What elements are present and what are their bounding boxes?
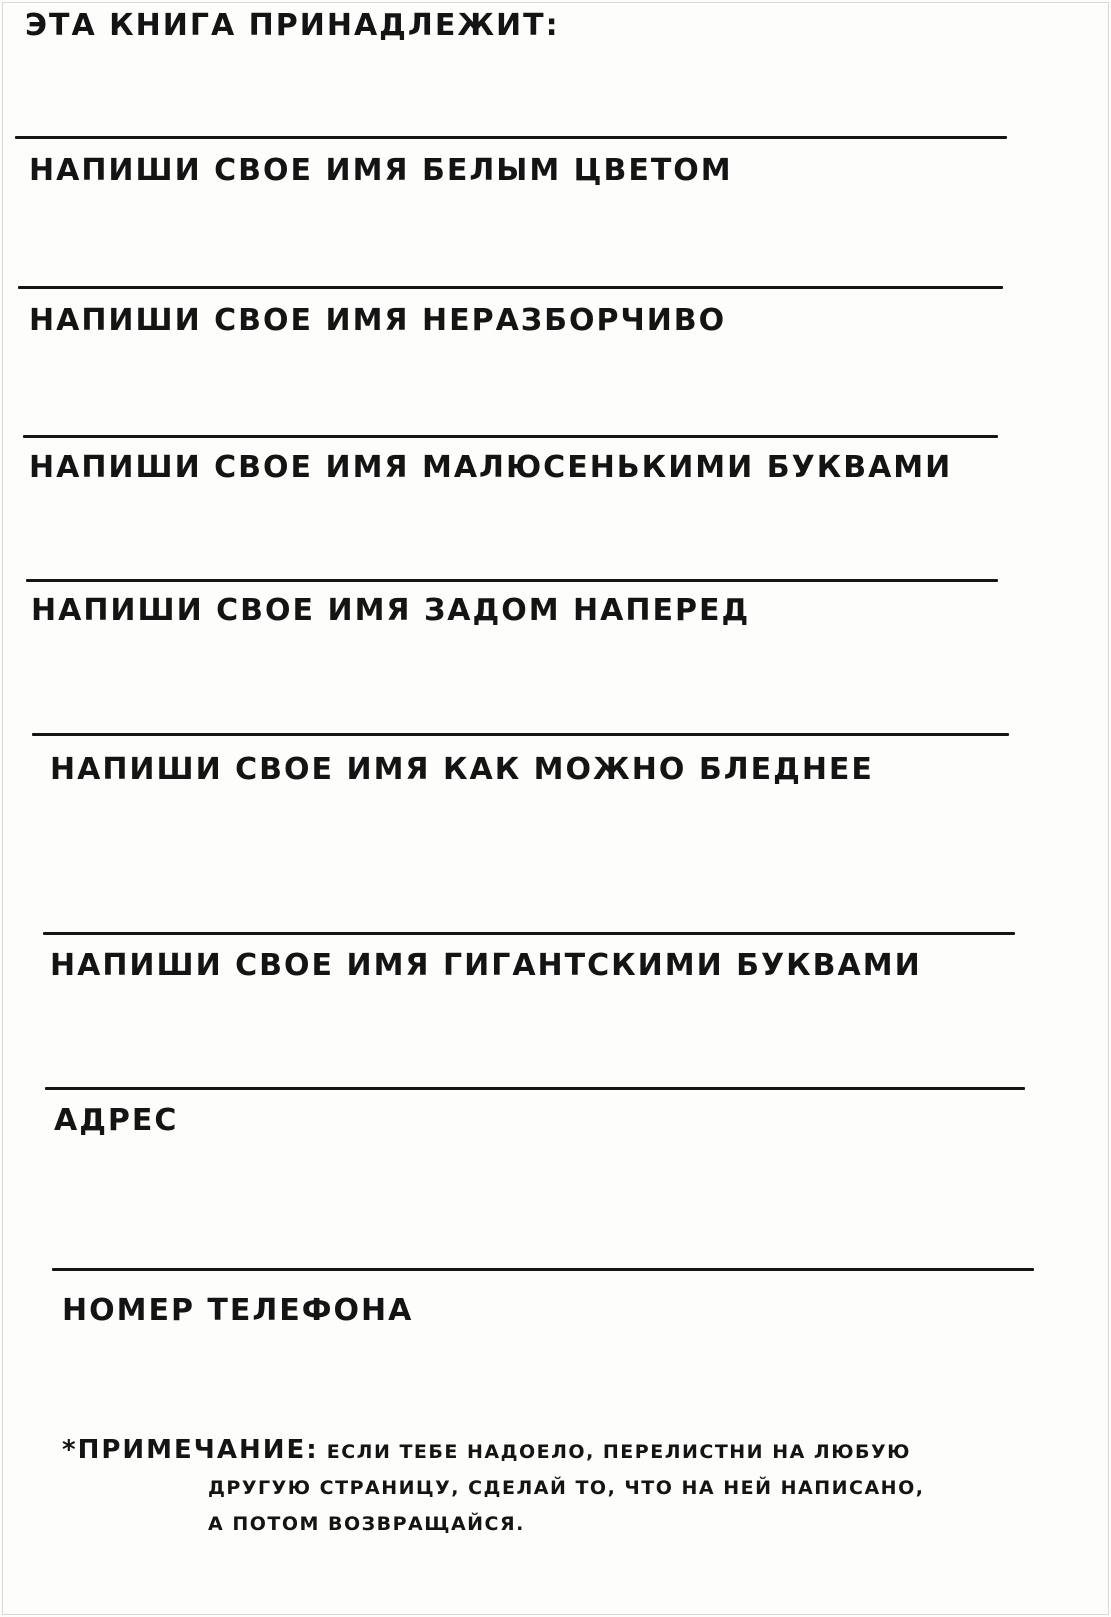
write-line-owner[interactable] <box>15 136 1007 139</box>
footnote-text-line-2: ДРУГУЮ СТРАНИЦУ, СДЕЛАЙ ТО, ЧТО НА НЕЙ НАПИСАНО, <box>208 1477 925 1499</box>
footnote-heading: *ПРИМЕЧАНИЕ: <box>62 1435 319 1465</box>
field-label-address: АДРЕС <box>54 1103 179 1138</box>
write-line-address[interactable] <box>52 1268 1034 1271</box>
write-line-giant-letters[interactable] <box>45 1087 1025 1090</box>
write-line-illegible[interactable] <box>23 435 998 438</box>
write-line-white-color[interactable] <box>18 286 1003 289</box>
write-line-tiny-letters[interactable] <box>26 579 998 582</box>
field-label-giant-letters: НАПИШИ СВОЕ ИМЯ ГИГАНТСКИМИ БУКВАМИ <box>50 948 922 983</box>
field-label-illegible: НАПИШИ СВОЕ ИМЯ НЕРАЗБОРЧИВО <box>29 303 727 338</box>
field-label-tiny-letters: НАПИШИ СВОЕ ИМЯ МАЛЮСЕНЬКИМИ БУКВАМИ <box>29 450 953 485</box>
field-label-backwards: НАПИШИ СВОЕ ИМЯ ЗАДОМ НАПЕРЕД <box>31 593 751 628</box>
page-border <box>2 2 1109 1615</box>
footnote-text-line-1: ЕСЛИ ТЕБЕ НАДОЕЛО, ПЕРЕЛИСТНИ НА ЛЮБУЮ <box>326 1441 911 1463</box>
field-label-phone: НОМЕР ТЕЛЕФОНА <box>62 1293 414 1328</box>
page-title: ЭТА КНИГА ПРИНАДЛЕЖИТ: <box>25 8 560 43</box>
footnote-text-line-3: А ПОТОМ ВОЗВРАЩАЙСЯ. <box>208 1513 525 1535</box>
write-line-backwards[interactable] <box>32 733 1009 736</box>
field-label-faint: НАПИШИ СВОЕ ИМЯ КАК МОЖНО БЛЕДНЕЕ <box>50 752 874 787</box>
footnote <box>62 1432 1052 1542</box>
write-line-faint[interactable] <box>43 932 1015 935</box>
field-label-white-color: НАПИШИ СВОЕ ИМЯ БЕЛЫМ ЦВЕТОМ <box>29 153 733 188</box>
